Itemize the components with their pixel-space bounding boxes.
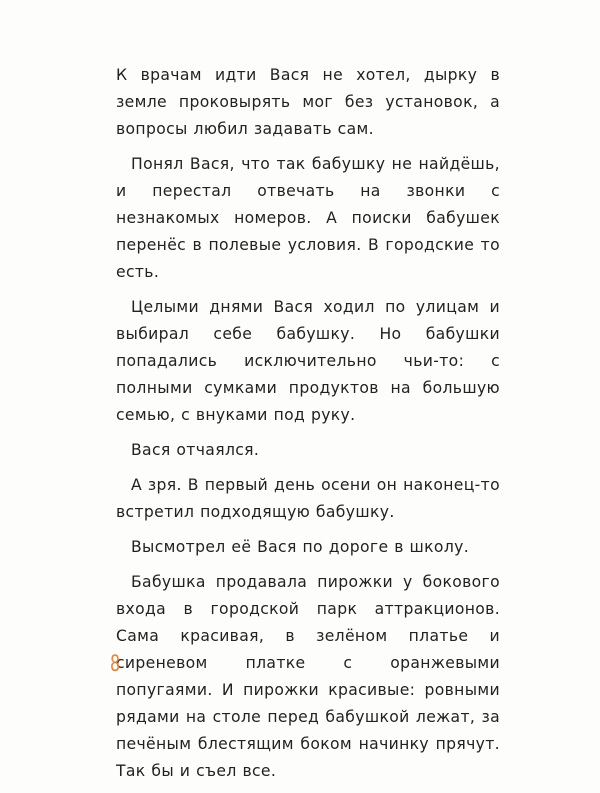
paragraph-7: Бабушка продавала пирожки у бокового входа в городской парк аттракционов. Сама красивая, в зелёном платье и сиреневом платке с оранжевыми попугаями. И пирожки красивые: ровными рядами на столе перед бабушкой лежат, за печёным блестящим боком начинку прячут. Так бы и съел все.: [116, 573, 500, 780]
page-number: 8: [110, 652, 121, 677]
body-text: [116, 62, 500, 793]
paragraph-2: Понял Вася, что так бабушку не найдёшь, и перестал отвечать на звонки с незнакомых номеров. А поиски бабушек перенёс в полевые условия. В городские то есть.: [116, 155, 500, 281]
paragraph-3: Целыми днями Вася ходил по улицам и выбирал себе бабушку. Но бабушки попадались исключительно чьи-то: с полными сумками продуктов на большую семью, с внуками под руку.: [116, 298, 500, 424]
paragraph-4: Вася отчаялся.: [131, 441, 260, 459]
paragraph-6: Высмотрел её Вася по дороге в школу.: [131, 538, 470, 556]
paragraph-5: А зря. В первый день осени он наконец-то встретил подходящую бабушку.: [116, 476, 500, 521]
paragraph-1: К врачам идти Вася не хотел, дырку в земле проковырять мог без установок, а вопросы любил задавать сам.: [116, 66, 500, 138]
